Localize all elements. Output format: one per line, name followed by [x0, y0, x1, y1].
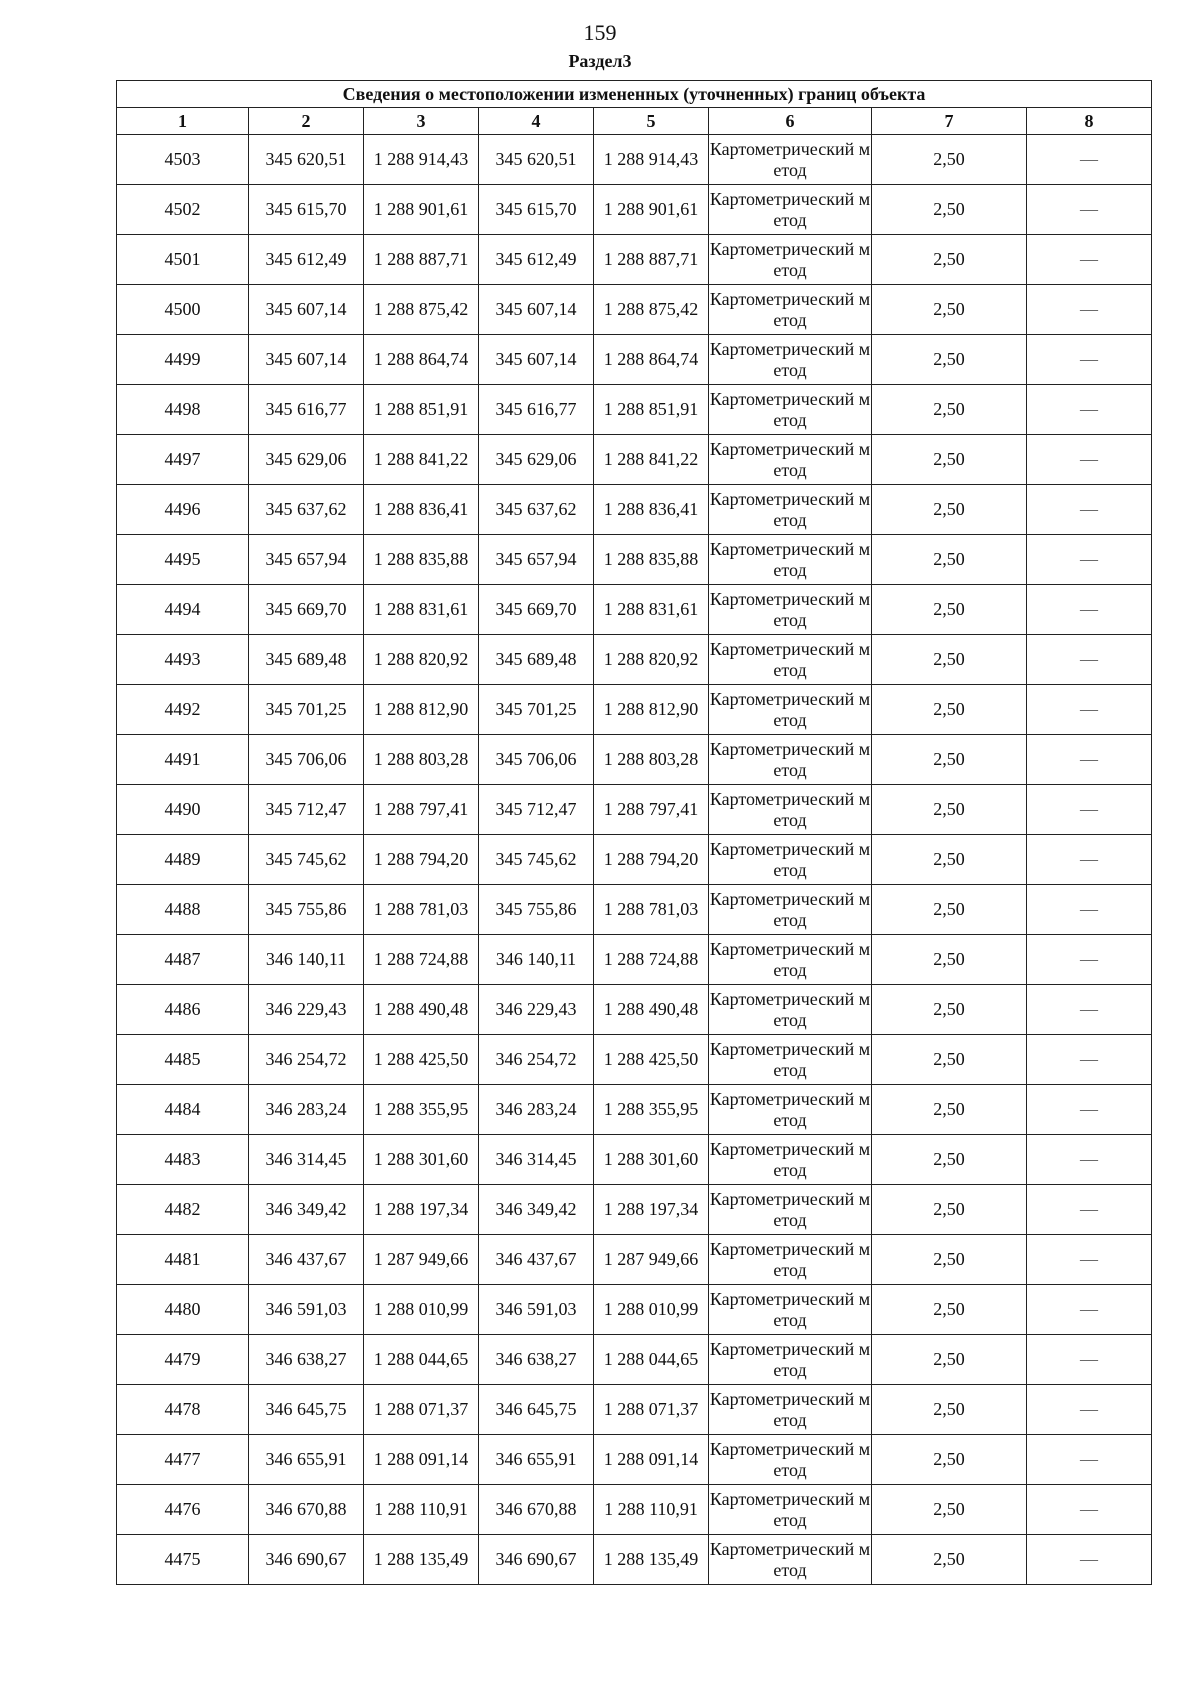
cell-method: Картометрический метод — [709, 1435, 872, 1485]
cell-description: — — [1027, 185, 1152, 235]
cell-y-coordinate-new: 1 288 914,43 — [594, 135, 709, 185]
table-row — [117, 135, 1152, 185]
cell-x-coordinate-old: 345 745,62 — [249, 835, 364, 885]
cell-point-number: 4481 — [117, 1235, 249, 1285]
table-row — [117, 785, 1152, 835]
cell-method: Картометрический метод — [709, 785, 872, 835]
cell-method: Картометрический метод — [709, 285, 872, 335]
cell-accuracy: 2,50 — [872, 1335, 1027, 1385]
cell-y-coordinate-old: 1 288 914,43 — [364, 135, 479, 185]
table-row — [117, 185, 1152, 235]
table-row — [117, 1385, 1152, 1435]
cell-x-coordinate-new: 346 638,27 — [479, 1335, 594, 1385]
table-row — [117, 985, 1152, 1035]
cell-x-coordinate-old: 345 706,06 — [249, 735, 364, 785]
cell-point-number: 4488 — [117, 885, 249, 935]
cell-accuracy: 2,50 — [872, 1385, 1027, 1435]
cell-y-coordinate-old: 1 288 831,61 — [364, 585, 479, 635]
cell-x-coordinate-new: 346 690,67 — [479, 1535, 594, 1585]
table-row — [117, 1135, 1152, 1185]
cell-x-coordinate-old: 345 620,51 — [249, 135, 364, 185]
cell-method: Картометрический метод — [709, 385, 872, 435]
cell-y-coordinate-old: 1 288 875,42 — [364, 285, 479, 335]
cell-y-coordinate-old: 1 288 135,49 — [364, 1535, 479, 1585]
cell-x-coordinate-new: 345 612,49 — [479, 235, 594, 285]
cell-x-coordinate-new: 345 607,14 — [479, 285, 594, 335]
cell-y-coordinate-old: 1 288 110,91 — [364, 1485, 479, 1535]
cell-accuracy: 2,50 — [872, 385, 1027, 435]
cell-point-number: 4490 — [117, 785, 249, 835]
cell-x-coordinate-old: 346 229,43 — [249, 985, 364, 1035]
cell-point-number: 4480 — [117, 1285, 249, 1335]
cell-y-coordinate-new: 1 288 781,03 — [594, 885, 709, 935]
table-row — [117, 685, 1152, 735]
cell-accuracy: 2,50 — [872, 1135, 1027, 1185]
cell-point-number: 4484 — [117, 1085, 249, 1135]
cell-method: Картометрический метод — [709, 1085, 872, 1135]
table-row — [117, 1485, 1152, 1535]
table-row — [117, 435, 1152, 485]
cell-y-coordinate-new: 1 288 864,74 — [594, 335, 709, 385]
cell-accuracy: 2,50 — [872, 835, 1027, 885]
cell-method: Картометрический метод — [709, 235, 872, 285]
cell-description: — — [1027, 335, 1152, 385]
cell-x-coordinate-new: 345 745,62 — [479, 835, 594, 885]
table-row — [117, 1285, 1152, 1335]
cell-accuracy: 2,50 — [872, 1285, 1027, 1335]
cell-point-number: 4498 — [117, 385, 249, 435]
table-row — [117, 1185, 1152, 1235]
cell-y-coordinate-old: 1 288 425,50 — [364, 1035, 479, 1085]
table-row — [117, 835, 1152, 885]
cell-description: — — [1027, 535, 1152, 585]
table-row — [117, 1335, 1152, 1385]
cell-point-number: 4501 — [117, 235, 249, 285]
cell-description: — — [1027, 635, 1152, 685]
cell-x-coordinate-new: 345 689,48 — [479, 635, 594, 685]
page-number: 159 — [583, 20, 617, 45]
cell-description: — — [1027, 135, 1152, 185]
cell-point-number: 4485 — [117, 1035, 249, 1085]
cell-accuracy: 2,50 — [872, 335, 1027, 385]
cell-accuracy: 2,50 — [872, 985, 1027, 1035]
column-header-2: 2 — [249, 108, 364, 135]
cell-method: Картометрический метод — [709, 585, 872, 635]
cell-description: — — [1027, 235, 1152, 285]
cell-x-coordinate-new: 345 616,77 — [479, 385, 594, 435]
table-header-row — [117, 108, 1152, 135]
cell-point-number: 4483 — [117, 1135, 249, 1185]
cell-y-coordinate-new: 1 288 490,48 — [594, 985, 709, 1035]
cell-point-number: 4502 — [117, 185, 249, 235]
cell-y-coordinate-new: 1 287 949,66 — [594, 1235, 709, 1285]
cell-accuracy: 2,50 — [872, 435, 1027, 485]
cell-description: — — [1027, 1385, 1152, 1435]
cell-point-number: 4476 — [117, 1485, 249, 1535]
cell-y-coordinate-new: 1 288 110,91 — [594, 1485, 709, 1535]
cell-x-coordinate-new: 345 657,94 — [479, 535, 594, 585]
cell-x-coordinate-new: 346 349,42 — [479, 1185, 594, 1235]
table-caption-row — [117, 81, 1152, 108]
cell-y-coordinate-old: 1 288 044,65 — [364, 1335, 479, 1385]
cell-y-coordinate-new: 1 288 875,42 — [594, 285, 709, 335]
cell-x-coordinate-new: 345 637,62 — [479, 485, 594, 535]
table-row — [117, 1085, 1152, 1135]
cell-x-coordinate-old: 346 283,24 — [249, 1085, 364, 1135]
table-row — [117, 935, 1152, 985]
cell-method: Картометрический метод — [709, 1535, 872, 1585]
cell-y-coordinate-new: 1 288 820,92 — [594, 635, 709, 685]
cell-accuracy: 2,50 — [872, 485, 1027, 535]
cell-description: — — [1027, 735, 1152, 785]
cell-y-coordinate-new: 1 288 044,65 — [594, 1335, 709, 1385]
cell-method: Картометрический метод — [709, 1035, 872, 1085]
cell-y-coordinate-new: 1 288 887,71 — [594, 235, 709, 285]
table-body — [117, 135, 1152, 1585]
table-row — [117, 885, 1152, 935]
cell-y-coordinate-old: 1 288 797,41 — [364, 785, 479, 835]
cell-y-coordinate-new: 1 288 803,28 — [594, 735, 709, 785]
column-header-7: 7 — [872, 108, 1027, 135]
cell-accuracy: 2,50 — [872, 1085, 1027, 1135]
cell-y-coordinate-new: 1 288 071,37 — [594, 1385, 709, 1435]
cell-method: Картометрический метод — [709, 135, 872, 185]
cell-y-coordinate-old: 1 288 490,48 — [364, 985, 479, 1035]
column-header-3: 3 — [364, 108, 479, 135]
cell-y-coordinate-new: 1 288 301,60 — [594, 1135, 709, 1185]
cell-y-coordinate-old: 1 288 301,60 — [364, 1135, 479, 1185]
cell-y-coordinate-new: 1 288 797,41 — [594, 785, 709, 835]
cell-x-coordinate-new: 345 669,70 — [479, 585, 594, 635]
cell-accuracy: 2,50 — [872, 1185, 1027, 1235]
cell-x-coordinate-old: 345 657,94 — [249, 535, 364, 585]
table-row — [117, 1035, 1152, 1085]
cell-point-number: 4491 — [117, 735, 249, 785]
cell-y-coordinate-old: 1 288 820,92 — [364, 635, 479, 685]
cell-y-coordinate-old: 1 287 949,66 — [364, 1235, 479, 1285]
cell-point-number: 4492 — [117, 685, 249, 735]
cell-description: — — [1027, 585, 1152, 635]
cell-accuracy: 2,50 — [872, 685, 1027, 735]
cell-y-coordinate-new: 1 288 901,61 — [594, 185, 709, 235]
cell-point-number: 4499 — [117, 335, 249, 385]
cell-description: — — [1027, 1235, 1152, 1285]
cell-description: — — [1027, 435, 1152, 485]
cell-method: Картометрический метод — [709, 1485, 872, 1535]
cell-x-coordinate-old: 345 669,70 — [249, 585, 364, 635]
cell-method: Картометрический метод — [709, 185, 872, 235]
column-header-4: 4 — [479, 108, 594, 135]
cell-method: Картометрический метод — [709, 435, 872, 485]
column-header-8: 8 — [1027, 108, 1152, 135]
cell-y-coordinate-old: 1 288 010,99 — [364, 1285, 479, 1335]
column-header-1: 1 — [117, 108, 249, 135]
cell-point-number: 4495 — [117, 535, 249, 585]
cell-x-coordinate-old: 345 607,14 — [249, 285, 364, 335]
cell-x-coordinate-old: 346 638,27 — [249, 1335, 364, 1385]
cell-y-coordinate-old: 1 288 901,61 — [364, 185, 479, 235]
cell-point-number: 4489 — [117, 835, 249, 885]
cell-x-coordinate-new: 346 655,91 — [479, 1435, 594, 1485]
cell-description: — — [1027, 285, 1152, 335]
cell-method: Картометрический метод — [709, 335, 872, 385]
cell-x-coordinate-new: 346 254,72 — [479, 1035, 594, 1085]
table-row — [117, 385, 1152, 435]
cell-method: Картометрический метод — [709, 485, 872, 535]
cell-y-coordinate-old: 1 288 836,41 — [364, 485, 479, 535]
cell-x-coordinate-new: 346 140,11 — [479, 935, 594, 985]
cell-x-coordinate-new: 345 701,25 — [479, 685, 594, 735]
cell-description: — — [1027, 1535, 1152, 1585]
cell-method: Картометрический метод — [709, 1235, 872, 1285]
cell-method: Картометрический метод — [709, 885, 872, 935]
column-header-5: 5 — [594, 108, 709, 135]
cell-accuracy: 2,50 — [872, 885, 1027, 935]
cell-x-coordinate-old: 346 670,88 — [249, 1485, 364, 1535]
cell-x-coordinate-new: 345 629,06 — [479, 435, 594, 485]
cell-point-number: 4493 — [117, 635, 249, 685]
cell-x-coordinate-old: 345 615,70 — [249, 185, 364, 235]
cell-y-coordinate-new: 1 288 841,22 — [594, 435, 709, 485]
cell-point-number: 4486 — [117, 985, 249, 1035]
cell-method: Картометрический метод — [709, 635, 872, 685]
cell-description: — — [1027, 1335, 1152, 1385]
cell-method: Картометрический метод — [709, 1335, 872, 1385]
cell-accuracy: 2,50 — [872, 1035, 1027, 1085]
cell-method: Картометрический метод — [709, 1135, 872, 1185]
cell-accuracy: 2,50 — [872, 135, 1027, 185]
table-row — [117, 1235, 1152, 1285]
cell-method: Картометрический метод — [709, 535, 872, 585]
cell-description: — — [1027, 1285, 1152, 1335]
cell-x-coordinate-old: 346 314,45 — [249, 1135, 364, 1185]
cell-y-coordinate-new: 1 288 835,88 — [594, 535, 709, 585]
cell-x-coordinate-old: 346 140,11 — [249, 935, 364, 985]
cell-point-number: 4478 — [117, 1385, 249, 1435]
cell-y-coordinate-new: 1 288 010,99 — [594, 1285, 709, 1335]
cell-method: Картометрический метод — [709, 985, 872, 1035]
cell-method: Картометрический метод — [709, 1185, 872, 1235]
cell-y-coordinate-old: 1 288 724,88 — [364, 935, 479, 985]
cell-description: — — [1027, 485, 1152, 535]
table-row — [117, 485, 1152, 535]
table-caption: Сведения о местоположении измененных (уточненных) границ объекта — [117, 81, 1152, 108]
cell-y-coordinate-old: 1 288 091,14 — [364, 1435, 479, 1485]
cell-y-coordinate-new: 1 288 836,41 — [594, 485, 709, 535]
table-row — [117, 635, 1152, 685]
cell-accuracy: 2,50 — [872, 935, 1027, 985]
table-row — [117, 335, 1152, 385]
cell-x-coordinate-old: 345 755,86 — [249, 885, 364, 935]
cell-x-coordinate-new: 346 591,03 — [479, 1285, 594, 1335]
cell-y-coordinate-new: 1 288 091,14 — [594, 1435, 709, 1485]
cell-accuracy: 2,50 — [872, 735, 1027, 785]
table-row — [117, 1535, 1152, 1585]
cell-y-coordinate-old: 1 288 835,88 — [364, 535, 479, 585]
cell-method: Картометрический метод — [709, 735, 872, 785]
cell-y-coordinate-old: 1 288 841,22 — [364, 435, 479, 485]
cell-x-coordinate-new: 345 607,14 — [479, 335, 594, 385]
cell-x-coordinate-old: 345 701,25 — [249, 685, 364, 735]
table-row — [117, 535, 1152, 585]
cell-accuracy: 2,50 — [872, 785, 1027, 835]
cell-x-coordinate-new: 346 645,75 — [479, 1385, 594, 1435]
cell-accuracy: 2,50 — [872, 535, 1027, 585]
cell-x-coordinate-new: 346 314,45 — [479, 1135, 594, 1185]
cell-x-coordinate-new: 346 670,88 — [479, 1485, 594, 1535]
cell-y-coordinate-old: 1 288 071,37 — [364, 1385, 479, 1435]
cell-y-coordinate-new: 1 288 425,50 — [594, 1035, 709, 1085]
cell-x-coordinate-old: 345 616,77 — [249, 385, 364, 435]
cell-point-number: 4497 — [117, 435, 249, 485]
cell-description: — — [1027, 885, 1152, 935]
cell-x-coordinate-new: 345 712,47 — [479, 785, 594, 835]
cell-x-coordinate-old: 346 437,67 — [249, 1235, 364, 1285]
cell-x-coordinate-old: 345 629,06 — [249, 435, 364, 485]
cell-point-number: 4475 — [117, 1535, 249, 1585]
table-row — [117, 735, 1152, 785]
cell-y-coordinate-new: 1 288 355,95 — [594, 1085, 709, 1135]
cell-y-coordinate-old: 1 288 812,90 — [364, 685, 479, 735]
cell-point-number: 4503 — [117, 135, 249, 185]
cell-point-number: 4500 — [117, 285, 249, 335]
cell-method: Картометрический метод — [709, 1385, 872, 1435]
cell-y-coordinate-old: 1 288 197,34 — [364, 1185, 479, 1235]
cell-description: — — [1027, 1035, 1152, 1085]
cell-description: — — [1027, 1085, 1152, 1135]
cell-description: — — [1027, 935, 1152, 985]
cell-description: — — [1027, 1435, 1152, 1485]
cell-description: — — [1027, 985, 1152, 1035]
cell-accuracy: 2,50 — [872, 585, 1027, 635]
cell-x-coordinate-old: 346 349,42 — [249, 1185, 364, 1235]
cell-point-number: 4482 — [117, 1185, 249, 1235]
cell-x-coordinate-old: 346 591,03 — [249, 1285, 364, 1335]
cell-description: — — [1027, 385, 1152, 435]
cell-x-coordinate-old: 346 645,75 — [249, 1385, 364, 1435]
cell-x-coordinate-old: 345 637,62 — [249, 485, 364, 535]
cell-y-coordinate-new: 1 288 197,34 — [594, 1185, 709, 1235]
cell-point-number: 4477 — [117, 1435, 249, 1485]
cell-point-number: 4496 — [117, 485, 249, 535]
cell-x-coordinate-new: 346 229,43 — [479, 985, 594, 1035]
cell-x-coordinate-new: 345 706,06 — [479, 735, 594, 785]
cell-accuracy: 2,50 — [872, 1485, 1027, 1535]
cell-description: — — [1027, 785, 1152, 835]
cell-y-coordinate-old: 1 288 355,95 — [364, 1085, 479, 1135]
cell-point-number: 4494 — [117, 585, 249, 635]
cell-method: Картометрический метод — [709, 685, 872, 735]
cell-accuracy: 2,50 — [872, 285, 1027, 335]
cell-y-coordinate-new: 1 288 794,20 — [594, 835, 709, 885]
table-row — [117, 585, 1152, 635]
cell-y-coordinate-old: 1 288 851,91 — [364, 385, 479, 435]
cell-x-coordinate-new: 345 615,70 — [479, 185, 594, 235]
cell-description: — — [1027, 1485, 1152, 1535]
cell-description: — — [1027, 685, 1152, 735]
cell-y-coordinate-old: 1 288 803,28 — [364, 735, 479, 785]
section-title: Раздел3 — [568, 51, 632, 71]
cell-y-coordinate-old: 1 288 794,20 — [364, 835, 479, 885]
cell-y-coordinate-old: 1 288 887,71 — [364, 235, 479, 285]
table-row — [117, 235, 1152, 285]
cell-x-coordinate-old: 346 690,67 — [249, 1535, 364, 1585]
cell-y-coordinate-new: 1 288 135,49 — [594, 1535, 709, 1585]
cell-y-coordinate-new: 1 288 724,88 — [594, 935, 709, 985]
cell-y-coordinate-new: 1 288 812,90 — [594, 685, 709, 735]
cell-x-coordinate-new: 345 620,51 — [479, 135, 594, 185]
cell-description: — — [1027, 1185, 1152, 1235]
cell-x-coordinate-old: 345 689,48 — [249, 635, 364, 685]
cell-description: — — [1027, 835, 1152, 885]
cell-method: Картометрический метод — [709, 935, 872, 985]
coordinates-table — [116, 80, 1152, 1585]
cell-method: Картометрический метод — [709, 835, 872, 885]
cell-accuracy: 2,50 — [872, 1235, 1027, 1285]
cell-y-coordinate-old: 1 288 864,74 — [364, 335, 479, 385]
cell-x-coordinate-old: 346 655,91 — [249, 1435, 364, 1485]
cell-x-coordinate-new: 346 283,24 — [479, 1085, 594, 1135]
cell-point-number: 4479 — [117, 1335, 249, 1385]
cell-y-coordinate-new: 1 288 851,91 — [594, 385, 709, 435]
cell-accuracy: 2,50 — [872, 635, 1027, 685]
cell-accuracy: 2,50 — [872, 185, 1027, 235]
cell-y-coordinate-new: 1 288 831,61 — [594, 585, 709, 635]
cell-x-coordinate-new: 345 755,86 — [479, 885, 594, 935]
cell-x-coordinate-old: 346 254,72 — [249, 1035, 364, 1085]
table-row — [117, 285, 1152, 335]
cell-method: Картометрический метод — [709, 1285, 872, 1335]
cell-accuracy: 2,50 — [872, 1435, 1027, 1485]
cell-point-number: 4487 — [117, 935, 249, 985]
cell-accuracy: 2,50 — [872, 235, 1027, 285]
cell-x-coordinate-new: 346 437,67 — [479, 1235, 594, 1285]
cell-x-coordinate-old: 345 712,47 — [249, 785, 364, 835]
cell-x-coordinate-old: 345 607,14 — [249, 335, 364, 385]
cell-accuracy: 2,50 — [872, 1535, 1027, 1585]
cell-x-coordinate-old: 345 612,49 — [249, 235, 364, 285]
cell-description: — — [1027, 1135, 1152, 1185]
column-header-6: 6 — [709, 108, 872, 135]
cell-y-coordinate-old: 1 288 781,03 — [364, 885, 479, 935]
table-row — [117, 1435, 1152, 1485]
